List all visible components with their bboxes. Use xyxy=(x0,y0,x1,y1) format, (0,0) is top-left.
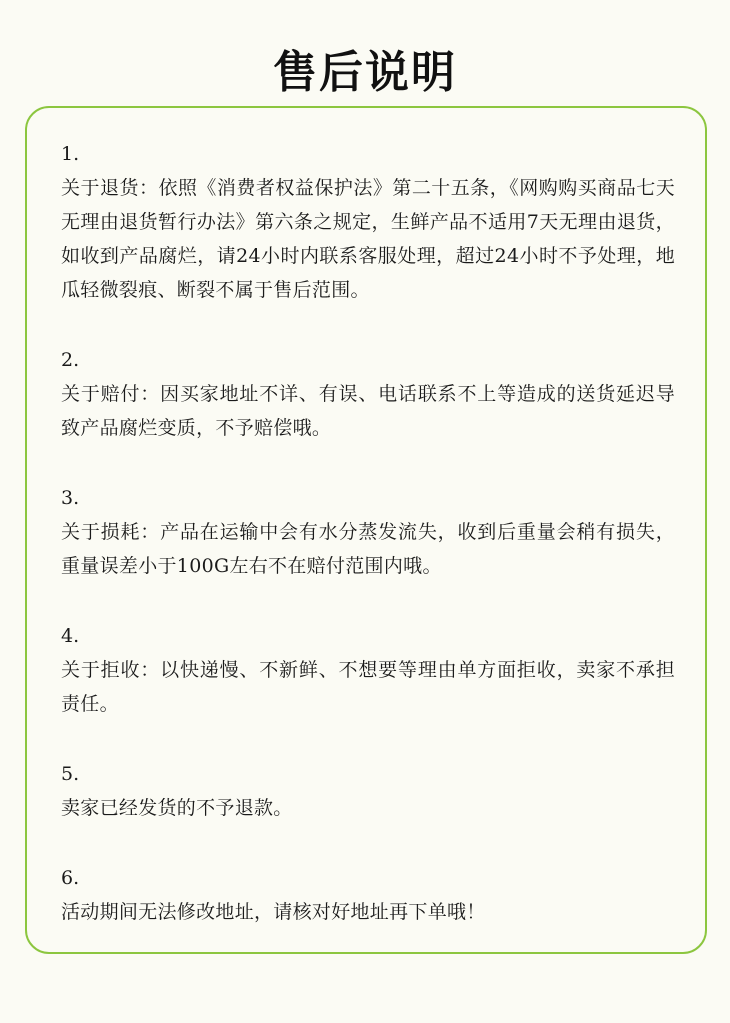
policy-section-weight-loss xyxy=(61,482,675,583)
section-text: 关于损耗：产品在运输中会有水分蒸发流失，收到后重量会稍有损失，重量误差小于100G左右不在赔付范围内哦。 xyxy=(61,521,675,577)
policy-section-address xyxy=(61,862,675,929)
section-text: 卖家已经发货的不予退款。 xyxy=(61,797,293,819)
section-number: 1. xyxy=(61,143,80,165)
policy-section-rejection xyxy=(61,620,675,721)
policy-section-refund xyxy=(61,758,675,825)
policy-card xyxy=(25,106,707,954)
section-number: 5. xyxy=(61,763,80,785)
section-number: 2. xyxy=(61,349,80,371)
policy-section-returns xyxy=(61,138,675,307)
section-text: 关于拒收：以快递慢、不新鲜、不想要等理由单方面拒收，卖家不承担责任。 xyxy=(61,659,675,715)
section-text: 关于赔付：因买家地址不详、有误、电话联系不上等造成的送货延迟导致产品腐烂变质，不予赔偿哦。 xyxy=(61,383,675,439)
policy-section-compensation xyxy=(61,344,675,445)
section-number: 4. xyxy=(61,625,80,647)
section-number: 3. xyxy=(61,487,80,509)
section-text: 活动期间无法修改地址，请核对好地址再下单哦！ xyxy=(61,901,486,923)
section-text: 关于退货：依照《消费者权益保护法》第二十五条，《网购购买商品七天无理由退货暂行办法》第六条之规定，生鲜产品不适用7天无理由退货，如收到产品腐烂，请24小时内联系客服处理，超过24小时不予处理，地瓜轻微裂痕、断裂不属于售后范围。 xyxy=(61,177,675,301)
page-title: 售后说明 xyxy=(273,47,457,99)
section-number: 6. xyxy=(61,867,80,889)
